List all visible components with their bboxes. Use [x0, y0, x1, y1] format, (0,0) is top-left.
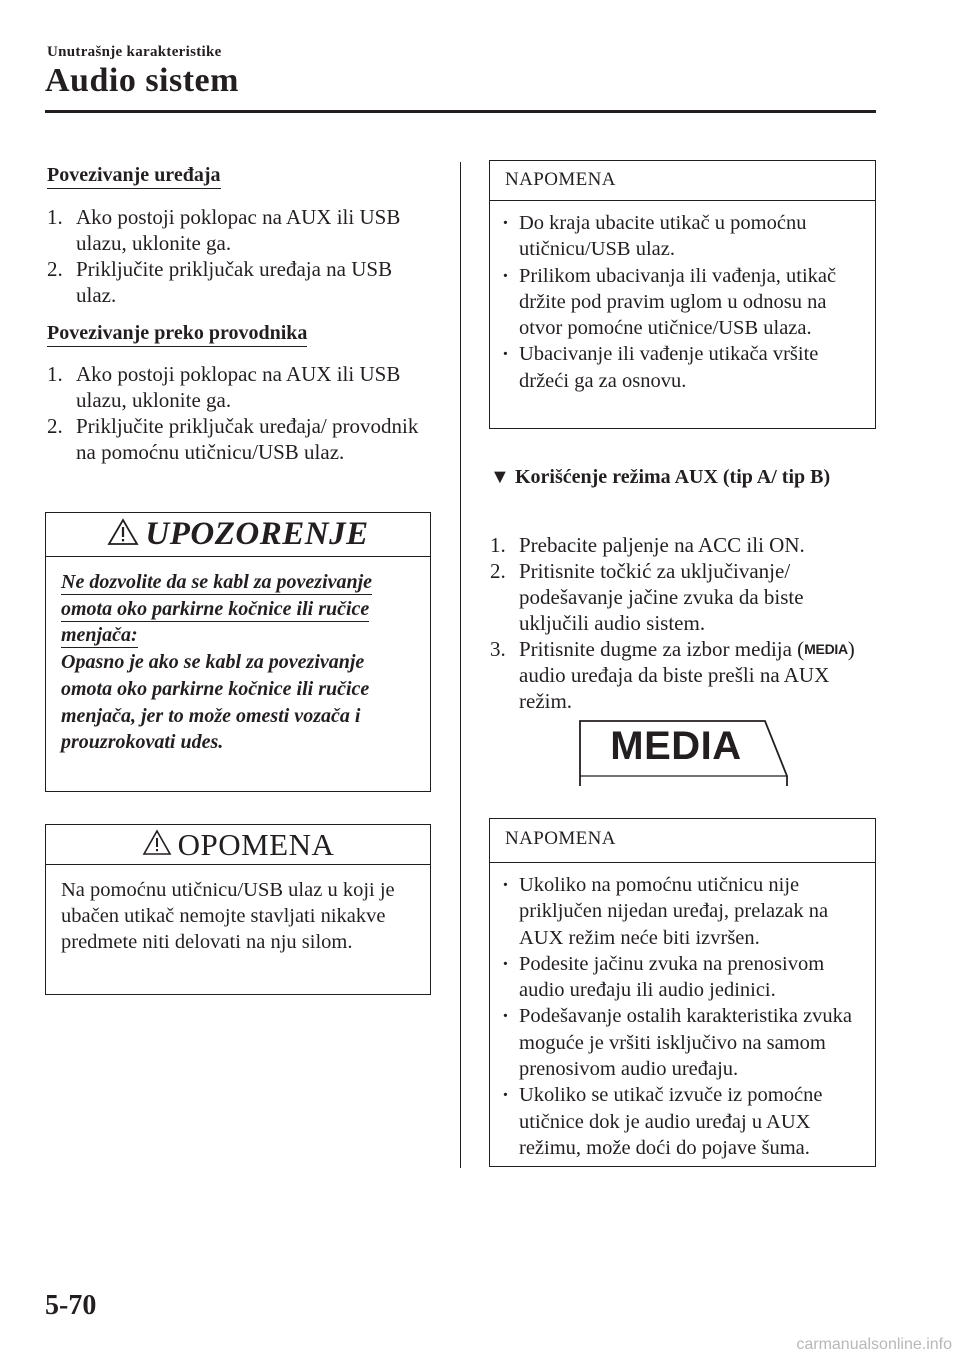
list-item: · Ukoliko se utikač izvuče iz pomoćne utičnice dok je audio uređaj u AUX režimu, može doći do pojave šuma. [490, 1082, 865, 1161]
note-box-1 [489, 160, 876, 429]
warning-triangle-icon [107, 518, 139, 551]
title-rule [45, 110, 876, 113]
list-item [47, 204, 437, 256]
warning-header [46, 513, 430, 557]
warning-text: Opasno je ako se kabl za povezivanje omota oko parkirne kočnice ili ručice menjača, jer to može omesti vozača i prouzrokovati udes. [61, 651, 370, 754]
step-text: Ako postoji poklopac na AUX ili USB ulazu, uklonite ga. [76, 362, 401, 412]
aux-mode-heading [490, 464, 860, 490]
list-item [490, 636, 865, 714]
list-item [490, 532, 865, 558]
step-number: 1. [490, 533, 506, 557]
cable-heading-text: Povezivanje preko provodnika [47, 322, 307, 347]
warning-body [46, 557, 430, 756]
step-text: Prebacite paljenje na ACC ili ON. [519, 533, 805, 557]
list-item: · Podešavanje ostalih karakteristika zvuka moguće je vršiti isključivo na samom prenosivom audio uređaju. [490, 1003, 865, 1082]
list-item: · Ukoliko na pomoćnu utičnicu nije priključen nijedan uređaj, prelazak na AUX režim neće biti izvršen. [490, 872, 865, 951]
note-2-label: NAPOMENA [505, 828, 616, 849]
note-1-header [490, 161, 875, 201]
page-title: Audio sistem [45, 62, 239, 99]
list-item [47, 256, 437, 308]
list-item: · Ubacivanje ili vađenje utikača vršite držeći ga za osnovu. [490, 341, 865, 394]
step-number: 2. [47, 414, 63, 438]
page-number: 5-70 [45, 1290, 97, 1321]
triangle-marker-icon: ▼ [490, 466, 510, 488]
aux-steps-list [490, 532, 865, 714]
step-text: Pritisnite točkić za uključivanje/ podešavanje jačine zvuka da biste uključili audio sistem. [519, 559, 804, 635]
step-text: Pritisnite dugme za izbor medija ( [519, 637, 805, 661]
section-label: Unutrašnje karakteristike [47, 44, 222, 60]
note-1-label: NAPOMENA [505, 169, 616, 190]
media-button-inline-icon: MEDIA [804, 641, 848, 657]
step-text: Priključite priključak uređaja na USB ulaz. [76, 257, 393, 307]
step-number: 1. [47, 362, 63, 386]
warning-box [45, 512, 431, 792]
list-item: · Podesite jačinu zvuka na prenosivom audio uređaju ili audio jedinici. [490, 951, 865, 1004]
column-divider [460, 162, 461, 1168]
device-steps-list [47, 204, 437, 308]
media-button-label: MEDIA [610, 724, 742, 768]
caution-header [46, 825, 430, 865]
list-item [47, 413, 437, 465]
list-item [47, 361, 437, 413]
watermark: carmanualsonline.info [796, 1336, 952, 1353]
step-text: Ako postoji poklopac na AUX ili USB ulazu, uklonite ga. [76, 205, 401, 255]
device-heading-text: Povezivanje uređaja [47, 164, 221, 189]
step-number: 2. [490, 559, 506, 583]
list-item [490, 558, 865, 636]
caution-box [45, 824, 431, 995]
step-text: Priključite priključak uređaja/ provodnik na pomoćnu utičnicu/USB ulaz. [76, 414, 419, 464]
step-number: 2. [47, 257, 63, 281]
caution-triangle-icon [142, 829, 172, 861]
warning-title: UPOZORENJE [145, 516, 369, 552]
step-number: 1. [47, 205, 63, 229]
caution-text: Na pomoćnu utičnicu/USB ulaz u koji je ubačen utikač nemojte stavljati nikakve predmete niti delovati na nju silom. [61, 879, 395, 953]
media-button-illustration [573, 716, 791, 792]
note-1-list [490, 201, 875, 394]
cable-section-heading [47, 322, 307, 345]
note-2-list [490, 863, 875, 1161]
note-box-2 [489, 818, 876, 1167]
step-number: 3. [490, 637, 506, 661]
step-text: ) audio uređaja da biste prešli na AUX režim. [519, 637, 855, 713]
device-section-heading [47, 164, 221, 187]
list-item: · Prilikom ubacivanja ili vađenja, utikač držite pod pravim uglom u odnosu na otvor pomoćne utičnice/USB ulaza. [490, 263, 865, 342]
aux-heading-text: Korišćenje režima AUX (tip A/ tip B) [515, 466, 831, 488]
warning-lead: Ne dozvolite da se kabl za povezivanje omota oko parkirne kočnice ili ručice menjača: [61, 571, 373, 647]
note-2-header [490, 819, 875, 863]
cable-steps-list [47, 361, 437, 465]
caution-title: OPOMENA [177, 826, 335, 862]
list-item: · Do kraja ubacite utikač u pomoćnu utičnicu/USB ulaz. [490, 210, 865, 263]
